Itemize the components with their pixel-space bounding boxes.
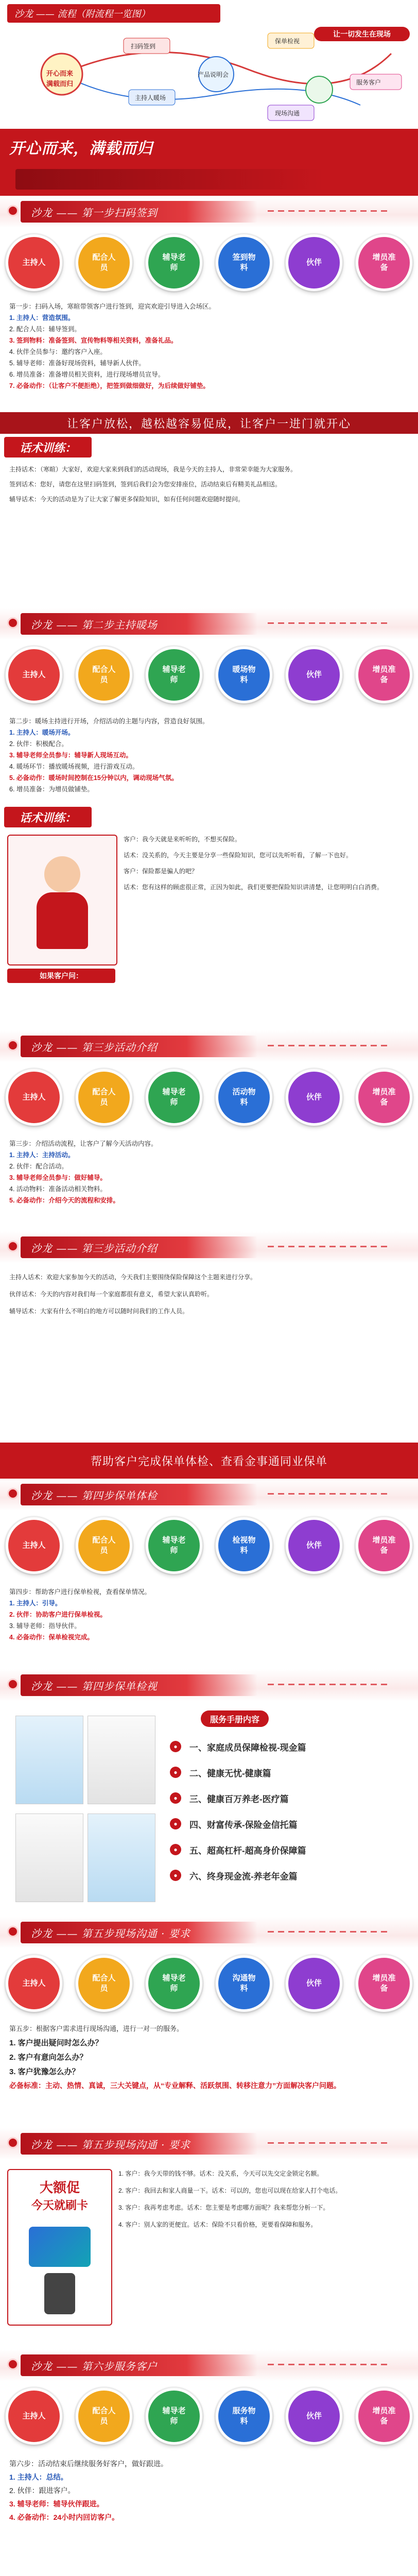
service-manual-head: 服务手册内容 xyxy=(201,1710,269,1727)
role-circle: 伙伴 xyxy=(286,647,342,703)
step4-intro-band xyxy=(0,1443,418,1479)
service-item-bullet-icon: ● xyxy=(170,1741,181,1752)
service-item: ● 三、健康百万养老-医疗篇 xyxy=(170,1788,396,1808)
step3b-dash-divider xyxy=(268,1246,391,1247)
step6-title: 沙龙 —— 第六步服务客户 xyxy=(21,2354,257,2376)
step1-banner xyxy=(0,196,418,228)
step6-role-circles xyxy=(0,2383,418,2450)
step1-item: 5. 辅导老师：准备好现场资料，辅导新人伙伴。 xyxy=(9,360,145,367)
step2-item: 4. 暖场环节：播放暖场视频，进行游戏互动。 xyxy=(9,763,139,770)
role-circle: 主持人 xyxy=(6,1517,62,1574)
step6-item: 3. 辅导老师：辅导伙伴跟进。 xyxy=(9,2500,104,2508)
step5b-dash-divider xyxy=(268,2142,391,2144)
step1-dash-divider xyxy=(268,210,391,212)
step5b-paragraph: 1. 客户：我今天带的钱不够。话术：没关系，今天可以先交定金锁定名额。 xyxy=(118,2170,323,2177)
step2-title: 沙龙 —— 第二步主持暖场 xyxy=(21,613,257,635)
step5b-text xyxy=(118,2169,410,2237)
training1-box xyxy=(0,434,418,609)
service-item: ● 五、超高杠杆-超高身价保障篇 xyxy=(170,1839,396,1860)
mindmap-node: 主持人暖场 xyxy=(135,94,166,101)
service-item: ● 二、健康无忧-健康篇 xyxy=(170,1762,396,1783)
step1-item: 7. 必备动作：（让客户不便拒绝），把签到做细做好，为后续做好铺垫。 xyxy=(9,382,210,389)
mindmap-title-bar xyxy=(7,4,220,23)
step6-item: 4. 必备动作：24小时内回访客户。 xyxy=(9,2513,119,2521)
role-circle: 辅导老师 xyxy=(146,2388,202,2445)
step3-banner xyxy=(0,1030,418,1062)
step3-item: 1. 主持人：主持活动。 xyxy=(9,1151,75,1159)
training2-paragraph: 话术：没关系的，今天主要是分享一些保险知识，您可以先听听看，了解一下也好。 xyxy=(124,852,353,859)
service-item-bullet-icon: ● xyxy=(170,1870,181,1881)
step4-item: 1. 主持人：引导。 xyxy=(9,1600,62,1607)
step6-item: 第六步：活动结束后继续服务好客户，做好跟进。 xyxy=(9,2460,168,2468)
step3-item: 第三步：介绍活动流程，让客户了解今天活动内容。 xyxy=(9,1140,158,1147)
step3-title: 沙龙 —— 第三步活动介绍 xyxy=(21,1036,257,1057)
training1-head: 话术训练： xyxy=(4,437,92,457)
step1-text xyxy=(9,301,409,392)
role-circle: 辅导老师 xyxy=(146,647,202,703)
step6-dash-divider xyxy=(268,2364,391,2365)
step4b-title: 沙龙 —— 第四步保单检视 xyxy=(21,1674,257,1696)
credit-card-icon xyxy=(29,2227,91,2267)
step6-text xyxy=(9,2458,409,2524)
manual-page-image xyxy=(88,1716,155,1804)
card-reader-icon xyxy=(44,2273,75,2314)
step5-title: 沙龙 —— 第五步现场沟通 · 要求 xyxy=(21,1922,257,1943)
role-circle: 配合人员 xyxy=(76,1517,132,1574)
step1-role-circles xyxy=(0,229,418,296)
mindmap-node: 满载而归 xyxy=(46,80,74,88)
training2-illustration xyxy=(7,835,117,965)
role-circle: 主持人 xyxy=(6,234,62,291)
service-item: ● 六、终身现金流-养老年金篇 xyxy=(170,1865,396,1886)
step2-item: 6. 增员准备：为增员做铺垫。 xyxy=(9,786,94,793)
role-circle: 辅导老师 xyxy=(146,1955,202,2012)
mindmap-right-label: 让一切发生在现场 xyxy=(314,27,410,41)
service-item-bullet-icon: ● xyxy=(170,1818,181,1829)
role-circle: 增员准备 xyxy=(356,1517,412,1574)
training1-paragraph: 主持话术：（寒暄）大家好，欢迎大家来到我们的活动现场，我是今天的主持人，非常荣幸能为大家服务。 xyxy=(9,466,297,473)
step5-intro: 第五步：根据客户需求进行现场沟通，进行一对一的服务。 xyxy=(9,2025,184,2032)
step3-bullet-icon xyxy=(7,1040,19,1051)
service-item-bullet-icon: ● xyxy=(170,1844,181,1855)
role-circle: 主持人 xyxy=(6,1955,62,2012)
role-circle: 伙伴 xyxy=(286,1517,342,1574)
step2-bullet-icon xyxy=(7,617,19,629)
step4-intro-text: 帮助客户完成保单体检、查看金事通同业保单 xyxy=(90,1455,327,1468)
role-circle: 配合人员 xyxy=(76,647,132,703)
step6-item: 2. 伙伴：跟进客户。 xyxy=(9,2486,75,2495)
step2-text xyxy=(9,716,409,795)
promo-card-sub: 今天就刷卡 xyxy=(31,2199,88,2212)
step1-title: 沙龙 —— 第一步扫码签到 xyxy=(21,201,257,223)
step5-item: 1. 客户提出疑问时怎么办？ xyxy=(9,2039,103,2047)
step4-bullet-icon xyxy=(7,1488,19,1499)
person-figure-icon xyxy=(44,856,80,892)
service-item-bullet-icon: ● xyxy=(170,1792,181,1804)
hero-sub-strip xyxy=(15,169,324,190)
role-circle: 增员准备 xyxy=(356,234,412,291)
role-circle: 增员准备 xyxy=(356,2388,412,2445)
step3-item: 4. 活动物料：准备活动相关物料。 xyxy=(9,1185,107,1193)
step3b-title: 沙龙 —— 第三步活动介绍 xyxy=(21,1236,257,1258)
step5-dash-divider xyxy=(268,1931,391,1933)
step4b-dash-divider xyxy=(268,1684,391,1685)
training2-left-label: 如果客户问： xyxy=(7,969,115,983)
role-circle: 辅导老师 xyxy=(146,1517,202,1574)
role-circle: 辅导老师 xyxy=(146,234,202,291)
mindmap-node: 产品说明会 xyxy=(198,71,229,78)
step4-item: 2. 伙伴：协助客户进行保单检视。 xyxy=(9,1611,107,1618)
hero-title: 开心而来，满载而归 xyxy=(9,140,153,158)
role-circle: 配合人员 xyxy=(76,2388,132,2445)
role-circle: 配合人员 xyxy=(76,1069,132,1126)
role-circle: 辅导老师 xyxy=(146,1069,202,1126)
step5b-banner xyxy=(0,2128,418,2160)
training2-head: 话术训练： xyxy=(4,807,92,827)
step2-item: 1. 主持人：暖场开场。 xyxy=(9,729,75,736)
step5-banner xyxy=(0,1917,418,1948)
manual-page-image xyxy=(15,1814,83,1902)
role-circle: 暖场物料 xyxy=(216,647,272,703)
role-circle: 配合人员 xyxy=(76,1955,132,2012)
training2-box xyxy=(0,804,418,1030)
mindmap-node: 开心而来 xyxy=(46,70,74,77)
step1-note-band: 让客户放松，越松越容易促成，让客户一进门就开心 xyxy=(0,412,418,434)
promo-card xyxy=(7,2169,112,2326)
step3-text xyxy=(9,1139,409,1207)
role-circle: 伙伴 xyxy=(286,1069,342,1126)
service-item: ● 四、财富传承-保险金信托篇 xyxy=(170,1814,396,1834)
role-circle: 签到物料 xyxy=(216,234,272,291)
role-circle: 伙伴 xyxy=(286,234,342,291)
mindmap-node: 服务客户 xyxy=(356,79,381,86)
service-item: ● 一、家庭成员保障检视-现金篇 xyxy=(170,1736,396,1757)
step1-bullet-icon xyxy=(7,205,19,216)
role-circle: 增员准备 xyxy=(356,1069,412,1126)
role-circle: 伙伴 xyxy=(286,1955,342,2012)
step1-item: 6. 增员准备：准备增员相关资料，进行现场增员宣导。 xyxy=(9,371,165,378)
training2-paragraph: 客户：我今天就是来听听的，不想买保险。 xyxy=(124,836,241,843)
step5-text xyxy=(9,2022,409,2092)
person-body-icon xyxy=(37,892,88,949)
step6-banner xyxy=(0,2349,418,2381)
role-circle: 主持人 xyxy=(6,1069,62,1126)
step3b-bullet-icon xyxy=(7,1241,19,1252)
step6-bullet-icon xyxy=(7,2359,19,2370)
role-circle: 检视物料 xyxy=(216,1517,272,1574)
role-circle: 伙伴 xyxy=(286,2388,342,2445)
step5-item: 2. 客户有意向怎么办？ xyxy=(9,2053,88,2062)
training2-text xyxy=(124,835,410,899)
step2-dash-divider xyxy=(268,622,391,624)
step5-bullet-icon xyxy=(7,1926,19,1937)
role-circle: 活动物料 xyxy=(216,1069,272,1126)
step4b-bullet-icon xyxy=(7,1679,19,1690)
step4b-banner xyxy=(0,1669,418,1701)
step4-role-circles xyxy=(0,1512,418,1579)
step5b-title: 沙龙 —— 第五步现场沟通 · 要求 xyxy=(21,2133,257,2155)
step3-item: 3. 辅导老师全员参与：做好辅导。 xyxy=(9,1174,107,1181)
step1-intro: 第一步：扫码入场，寒暄带领客户进行签到，迎宾欢迎引导进入会场区。 xyxy=(9,303,216,310)
step6-item: 1. 主持人：总结。 xyxy=(9,2473,68,2481)
hero-banner xyxy=(0,129,418,196)
training2-paragraph: 客户：保险都是骗人的吧？ xyxy=(124,868,198,875)
step3-item: 5. 必备动作：介绍今天的流程和安排。 xyxy=(9,1197,119,1204)
mindmap-node: 现场沟通 xyxy=(275,110,300,117)
training1-paragraph: 签到话术：您好，请您在这里扫码签到，签到后我们会为您安排座位，活动结束后有精美礼品相送。 xyxy=(9,481,282,488)
step5b-paragraph: 3. 客户：我再考虑考虑。话术：您主要是考虑哪方面呢？我来帮您分析一下。 xyxy=(118,2204,329,2211)
step5-role-circles xyxy=(0,1950,418,2017)
step2-banner xyxy=(0,608,418,640)
mindmap-header xyxy=(0,0,418,129)
role-circle: 增员准备 xyxy=(356,1955,412,2012)
step2-item: 3. 辅导老师全员参与：辅导新人现场互动。 xyxy=(9,752,132,759)
training2-paragraph: 话术：您有这样的顾虑很正常，正因为如此，我们更要把保险知识讲清楚，让您明明白白消费。 xyxy=(124,884,384,891)
step3b-paragraph: 主持人话术：欢迎大家参加今天的活动，今天我们主要围绕保险保障这个主题来进行分享。 xyxy=(9,1274,257,1281)
service-item-bullet-icon: ● xyxy=(170,1767,181,1778)
step1-item: 2. 配合人员：辅导签到。 xyxy=(9,326,81,333)
step4-text xyxy=(9,1587,409,1643)
step2-intro: 第二步：暖场主持进行开场，介绍活动的主题与内容，营造良好氛围。 xyxy=(9,718,209,725)
step5-item: 3. 客户犹豫怎么办？ xyxy=(9,2067,80,2076)
step3-role-circles xyxy=(0,1064,418,1131)
step3-item: 2. 伙伴：配合活动。 xyxy=(9,1163,68,1170)
manual-page-image xyxy=(88,1814,155,1902)
step5b-paragraph: 2. 客户：我回去和家人商量一下。话术：可以的，您也可以现在给家人打个电话。 xyxy=(118,2187,342,2194)
step4-title: 沙龙 —— 第四步保单体检 xyxy=(21,1484,257,1505)
mindmap-title: 沙龙 —— 流程（附流程一览图） xyxy=(14,9,150,20)
role-circle: 增员准备 xyxy=(356,647,412,703)
training1-text xyxy=(9,465,409,510)
step5-must: 必备标准：主动、热情、真诚，三大关键点，从“专业解释、活跃氛围、转移注意力”方面解决客户问题。 xyxy=(9,2081,341,2090)
manual-cover-image xyxy=(15,1716,83,1804)
step4-item: 4. 必备动作：保单检视完成。 xyxy=(9,1634,94,1641)
training1-paragraph: 辅导话术：今天的活动是为了让大家了解更多保险知识，如有任何问题欢迎随时提问。 xyxy=(9,496,245,503)
step4-banner xyxy=(0,1479,418,1511)
role-circle: 服务物料 xyxy=(216,2388,272,2445)
step3b-paragraph: 伙伴话术：今天的内容对我们每一个家庭都很有意义，希望大家认真聆听。 xyxy=(9,1291,214,1298)
role-circle: 沟通物料 xyxy=(216,1955,272,2012)
step3b-text xyxy=(9,1273,409,1324)
step4-item: 3. 辅导老师：指导伙伴。 xyxy=(9,1622,81,1630)
step5b-paragraph: 4. 客户：别人家的更便宜。话术：保险不只看价格，更要看保障和服务。 xyxy=(118,2221,317,2228)
role-circle: 主持人 xyxy=(6,2388,62,2445)
step1-item: 4. 伙伴全员参与：邀约客户入座。 xyxy=(9,348,107,355)
step5b-bullet-icon xyxy=(7,2137,19,2148)
step2-item: 5. 必备动作：暖场时间控制在15分钟以内，调动现场气氛。 xyxy=(9,774,178,782)
step4-item: 第四步：帮助客户进行保单检视，查看保单情况。 xyxy=(9,1588,151,1596)
step2-item: 2. 伙伴：积极配合。 xyxy=(9,740,68,748)
step1-item: 3. 签到物料：准备签到、宣传物料等相关资料，准备礼品。 xyxy=(9,337,178,344)
step4-dash-divider xyxy=(268,1493,391,1495)
promo-card-title: 大额促 xyxy=(39,2180,80,2195)
step3b-paragraph: 辅导话术：大家有什么不明白的地方可以随时问我们的工作人员。 xyxy=(9,1308,189,1315)
role-circle: 配合人员 xyxy=(76,234,132,291)
step3b-banner xyxy=(0,1231,418,1263)
step3-dash-divider xyxy=(268,1045,391,1046)
step1-item: 1. 主持人：营造氛围。 xyxy=(9,314,75,321)
role-circle: 主持人 xyxy=(6,647,62,703)
step2-role-circles xyxy=(0,641,418,708)
mindmap-node: 保单检视 xyxy=(275,38,300,45)
mindmap-node: 扫码签到 xyxy=(131,43,156,50)
